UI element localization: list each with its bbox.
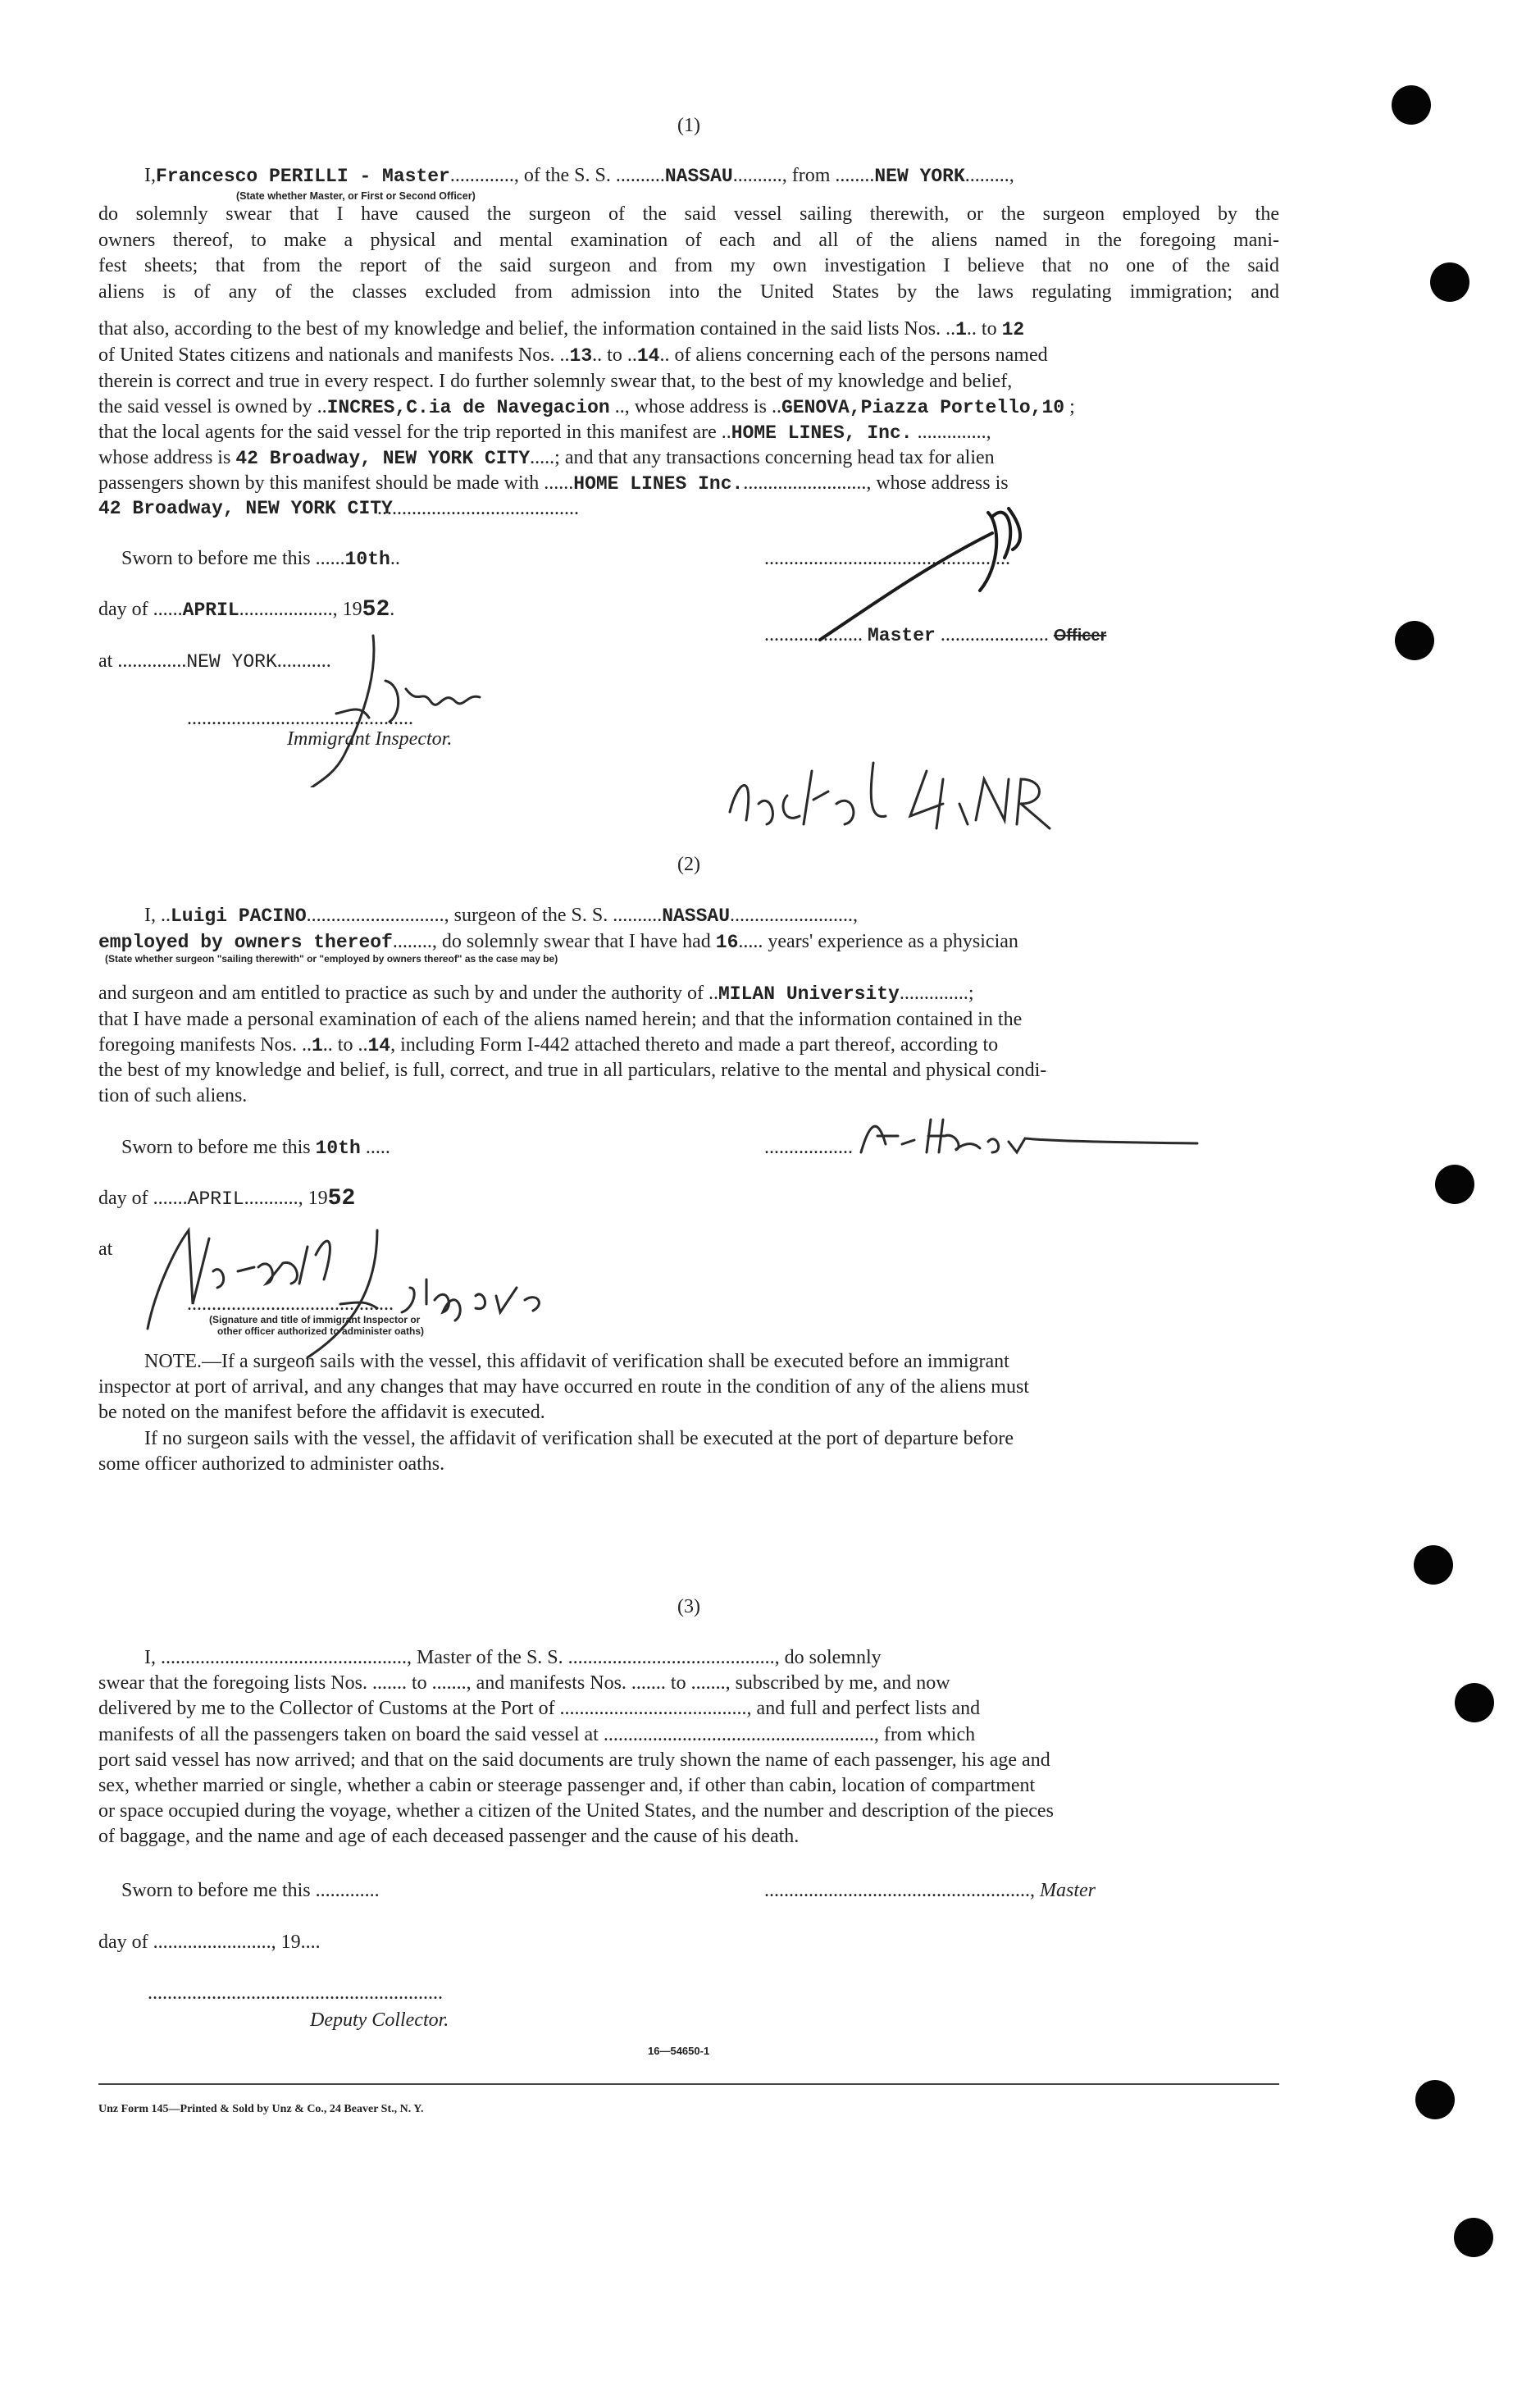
collector-label: Deputy Collector. [310,2009,449,2031]
sworn-line: Sworn to before me this ............. [121,1880,380,1901]
manifests-line: of United States citizens and nationals and manifests Nos. ..13.. to ..14.. of aliens concerning each of the persons named [98,344,1048,367]
collector-line: ............................................................ [148,1982,443,2004]
note-line-1: NOTE.—If a surgeon sails with the vessel, this affidavit of verification shall be executed before an immigrant [144,1351,1009,1372]
punch-hole [1454,2218,1493,2257]
vessel-owner: INCRES,C.ia de Navegacion [326,397,610,418]
section3-line-8: of baggage, and the name and age of each deceased passenger and the cause of his death. [98,1826,800,1847]
of-the-ss-label: , of the S. S. [513,165,611,186]
inspector-caption-2: other officer authorized to administer oaths) [217,1325,425,1337]
punch-hole [1430,262,1469,302]
at-line: at ..............NEW YORK........... [98,650,331,673]
port-name: NEW YORK [874,166,965,187]
master-label: Master [1040,1880,1096,1901]
note-line-5: some officer authorized to administer oaths. [98,1453,445,1475]
note-line-3: be noted on the manifest before the affidavit is executed. [98,1402,545,1423]
sworn-line: Sworn to before me this 10th ..... [121,1137,390,1159]
surgeon-signature [853,1107,1214,1165]
employment: employed by owners thereof [98,932,393,953]
inspector-caption-1: (Signature and title of immigrant Inspector or [209,1314,421,1325]
note-line-4: If no surgeon sails with the vessel, the affidavit of verification shall be executed at the port of departure before [144,1428,1014,1449]
section3-line-4: manifests of all the passengers taken on board the said vessel at ......................................................., from which [98,1724,976,1745]
footer-imprint: Unz Form 145—Printed & Sold by Unz & Co., 24 Beaver St., N. Y. [98,2103,424,2115]
day-of-line: day of .......APRIL..........., 1952 [98,1186,356,1211]
years-experience: 16 [715,932,739,953]
section3-line-1: I, .................................................., Master of the S. S. .........................................., do solemnly [144,1647,882,1668]
section3-line-3: delivered by me to the Collector of Customs at the Port of ......................................, and full and perfect lists and [98,1698,981,1719]
year: 52 [327,1186,356,1211]
section3-line-5: port said vessel has now arrived; and that on the said documents are truly shown the name of each passenger, his age and [98,1749,1050,1771]
master-name: Francesco PERILLI - Master [156,166,450,187]
master-line: I,Francesco PERILLI - Master............., of the S. S. ..........NASSAU.........., from ........NEW YORK........., [144,165,1014,187]
handwritten-note [722,746,1066,837]
note-line-2: inspector at port of arrival, and any changes that may have occurred en route in the condition of any of the aliens must [98,1376,1029,1398]
authority-line: and surgeon and am entitled to practice as such by and under the authority of ..MILAN University..............; [98,983,974,1005]
manifests-from: 13 [569,345,593,367]
head-tax-address: 42 Broadway, NEW YORK CITY [98,498,393,519]
head-tax-line: passengers shown by this manifest should be made with ......HOME LINES Inc.........................., whose address is [98,472,1009,495]
punch-hole [1395,621,1434,660]
section2-body-a: that I have made a personal examination of each of the aliens named herein; and that the information contained in the [98,1009,1023,1030]
section-number: (2) [677,854,700,875]
footer-divider [98,2083,1279,2085]
local-agents: HOME LINES, Inc. [731,422,913,444]
document-page: (1) I,Francesco PERILLI - Master............., of the S. S. ..........NASSAU.........., from ........NEW YORK........., (State whether Master, or First or Second Officer) do solemnly swear that I have caused the surgeon of the said vessel sailing therewith, or the surgeon employed by the owners thereof, to make a physical and mental examination of each and all of the aliens named in the foregoing mani- fest sheets; that from the report of the said surgeon and from my own investigation I believe that no one of the said aliens is of any of the classes excluded from admission into the United States by the laws regulating immigration; and that also, according to the best of my knowledge and belief, the information contained in the said lists Nos. ..1.. to 12 of United States citizens and nationals and manifests Nos. ..13.. to ..14.. of aliens concerning each of the persons named therein is correct and true in every respect. I do further solemnly swear that, to the best of my knowledge and belief, the said vessel is owned by ..INCRES,C.ia de Navegacion .., whose address is ..GENOVA,Piazza Portello,10 ; that the local agents for the said vessel for the trip reported in this manifest are ..HOME LINES, Inc. .............., whose address is 42 Broadway, NEW YORK CITY.....; and that any transactions concerning head tax for alien passengers shown by this manifest should be made with ......HOME LINES Inc.........................., whose address is 42 Broadway, NEW YORK CITY ......................................... Sworn to before me this ......10th.. .................................................. day of ......APRIL..................., 1952. .................... Master ...................... Officer at ..............NEW YORK........... .............................................. Immigrant Inspector. (2) I, ..Luigi PACINO............................, surgeon of the S. S. ..........NASSAU........................., employed by owners thereof........, do solemnly swear that I have had 16..... years' experience as a physician (State whether surgeon "sailing therewith" or "employed by owners thereof" as the case may be) and surgeon and am entitled to practice as such by and under the authority of ..MILAN University..............; that I have made a personal examination of each of the aliens named herein; and that the information contained in the foregoing manifests Nos. ..1.. to ..14, including Form I-442 attached thereto and made a part thereof, according to the best of my knowledge and belief, is full, correct, and true in all particulars, relative to the mental and physical condi- tion of such aliens. Sworn to before me this 10th ..... .................. day of .......APRIL..........., 1952 at .......................................... (Signature and title of immigrant Inspector or other officer authorized to administer oaths) NOTE.—If a surgeon sails with the vessel, this affidavit of verification shall be executed before an immigrant inspector at port of arrival, and any changes that may have occurred en route in the condition of any of the aliens must be noted on the manifest before the affidavit is executed. If no surgeon sails with the vessel, the affidavit of verification shall be executed at the port of departure before some officer authorized to administer oaths. (3) I, .................................................., Master of the S. S. .........................................., do solemnly swear that the foregoing lists Nos. ....... to ......., and manifests Nos. ....... to ......., subscribed by me, and now delivered by me to the Collector of Customs at the Port of ......................................, and full and perfect lists and manifests of all the passengers taken on board the said vessel at ......................................................., from which port said vessel has now arrived; and that on the said documents are truly shown the name of each passenger, his age and sex, whether married or single, whether a cabin or steerage passenger and, if other than cabin, location of compartment or space occupied during the voyage, whether a citizen of the United States, and the number and description of the pieces of baggage, and the name and age of each deceased passenger and the cause of his death. Sworn to before me this ............. ......................................................, Master day of ........................, 19.... ............................................................ Deputy Collector. 16—54650-1 Unz Form 145—Printed & Sold by Unz & Co., 24 Beaver St., N. Y. [0,0,1540,2381]
month: APRIL [182,600,239,621]
place: NEW YORK [186,651,277,673]
punch-hole [1435,1165,1474,1204]
section3-line-7: or space occupied during the voyage, whether a citizen of the United States, and the number and description of the pieces [98,1800,1054,1822]
foregoing-line: foregoing manifests Nos. ..1.. to ..14, including Form I-442 attached thereto and made a part thereof, according to [98,1034,999,1056]
manifest-to: 14 [367,1035,391,1056]
sworn-day: 10th [344,549,390,570]
section3-line-6: sex, whether married or single, whether a cabin or steerage passenger and, if other than cabin, location of compartment [98,1775,1036,1796]
owner-address: GENOVA,Piazza Portello,10 [781,397,1065,418]
surgeon-name: Luigi PACINO [171,905,307,927]
section3-line-2: swear that the foregoing lists Nos. ....... to ......., and manifests Nos. ....... to ......., subscribed by me, and now [98,1672,950,1694]
master-signature-line: .................... Master ...................... Officer [764,624,1107,646]
year: 52 [362,597,390,623]
punch-hole [1455,1683,1494,1722]
section1-body: do solemnly swear that I have caused the surgeon of the said vessel sailing therewith, or the surgeon employed by the owners thereof, to make a physical and mental examination of each and all of the aliens named in the foregoing mani- fest sheets; that from the report of the said surgeon and from my own investigation I believe that no one of the said aliens is of any of the classes excluded from admission into the United States by the laws regulating immigration; and [98,203,1279,303]
manifest-from: 1 [311,1035,323,1056]
master-signature [804,484,1099,656]
ship-name: NASSAU [662,905,731,927]
lists-to: 12 [1001,319,1025,340]
inspector-signature [131,1206,640,1362]
day-of-line: day of ........................, 19.... [98,1932,321,1953]
manifests-to: 14 [636,345,660,367]
sworn-line: Sworn to before me this ......10th.. [121,548,400,570]
employment-caption: (State whether surgeon "sailing therewith" or "employed by owners thereof" as the case may be) [105,953,558,965]
surgeon-line: I, ..Luigi PACINO............................, surgeon of the S. S. ..........NASSAU........................., [144,905,859,927]
agents-address-line: whose address is 42 Broadway, NEW YORK CITY.....; and that any transactions concerning head tax for alien [98,447,995,469]
lists-from: 1 [955,319,967,340]
officer-struck: Officer [1053,627,1107,645]
owner-line: the said vessel is owned by ..INCRES,C.ia de Navegacion .., whose address is ..GENOVA,Piazza Portello,10 ; [98,396,1075,418]
form-code: 16—54650-1 [648,2045,710,2057]
agents-line: that the local agents for the said vessel for the trip reported in this manifest are ..HOME LINES, Inc. .............., [98,422,991,444]
inspector-signature [295,623,492,787]
agents-address: 42 Broadway, NEW YORK CITY [235,448,531,469]
true-line: therein is correct and true in every respect. I do further solemnly swear that, to the best of my knowledge and belief, [98,371,1013,392]
punch-hole [1414,1545,1453,1585]
section-number: (3) [677,1596,700,1617]
sworn-day: 10th [315,1138,361,1159]
authority: MILAN University [718,983,900,1005]
month: APRIL [187,1188,244,1210]
punch-hole [1415,2080,1455,2119]
section-number: (1) [677,115,700,136]
employment-line: employed by owners thereof........, do solemnly swear that I have had 16..... years' experience as a physician [98,931,1018,953]
signer-title: Master [868,625,936,646]
master-caption: (State whether Master, or First or Second Officer) [236,190,476,202]
master-signature-line: ......................................................, Master [764,1880,1096,1901]
punch-hole [1392,85,1431,125]
lists-line: that also, according to the best of my knowledge and belief, the information contained in the said lists Nos. ..1.. to 12 [98,318,1025,340]
section2-body-c: tion of such aliens. [98,1085,248,1106]
inspector-caption: Immigrant Inspector. [287,728,453,750]
from-label: , from [781,165,831,186]
at-line: at [98,1238,113,1260]
head-tax-agent: HOME LINES Inc. [573,473,744,495]
section2-body-b: the best of my knowledge and belief, is full, correct, and true in all particulars, relative to the mental and physical condi- [98,1060,1047,1081]
ship-name: NASSAU [664,166,733,187]
day-of-line: day of ......APRIL..................., 1952. [98,597,395,623]
